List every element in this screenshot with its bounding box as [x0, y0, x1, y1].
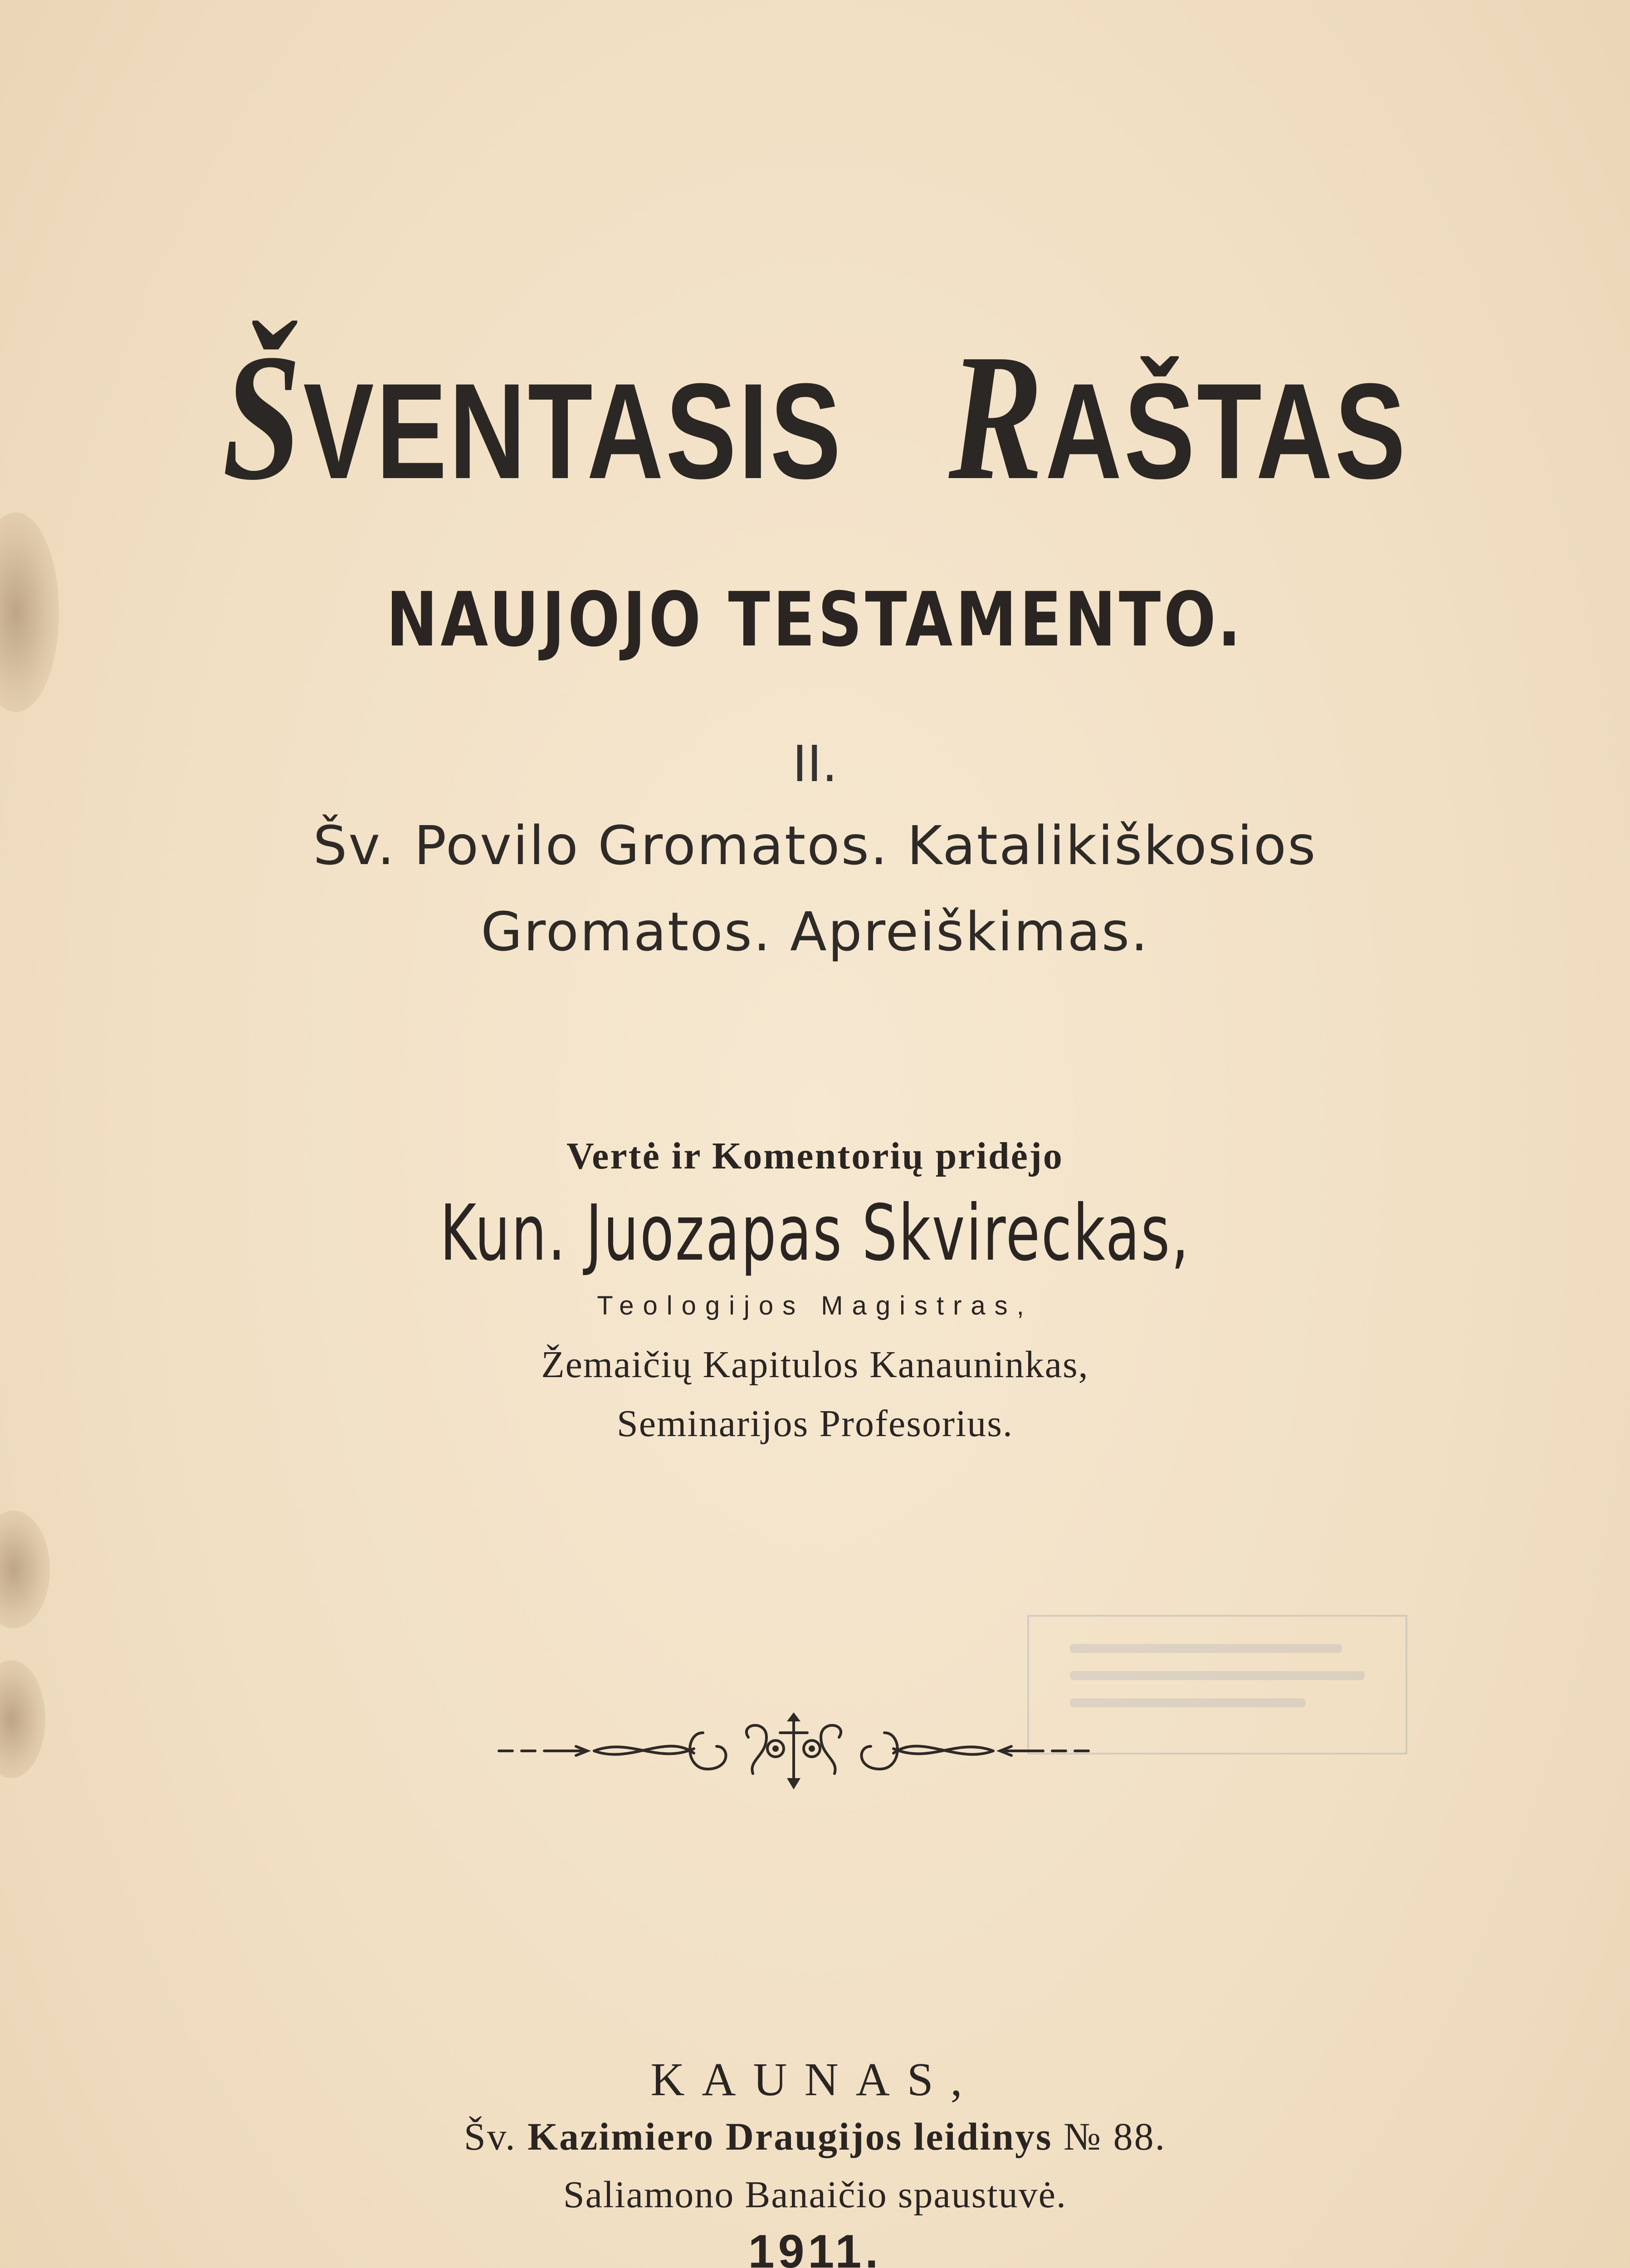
- volume-number: II.: [792, 735, 838, 793]
- contents-line-1: Šv. Povilo Gromatos. Katalikiškosios: [313, 814, 1317, 877]
- author-professor: Seminarijos Profesorius.: [617, 1403, 1013, 1445]
- subtitle: NAUJOJO TESTAMENTO.: [386, 576, 1244, 663]
- author-canon: Žemaičių Kapitulos Kanauninkas,: [541, 1344, 1089, 1386]
- contents-line-2: Gromatos. Apreiškimas.: [481, 900, 1149, 963]
- edge-stain: [0, 1510, 50, 1628]
- main-title: [179, 313, 1450, 522]
- author-name: Kun. Juozapas Skvireckas,: [440, 1188, 1190, 1278]
- publisher-name: Kazimiero Draugijos leidinys: [527, 2115, 1053, 2158]
- title-word-2: AŠTAS: [1045, 355, 1408, 507]
- title-initial-r: R: [948, 317, 1045, 518]
- edge-stain: [0, 513, 59, 712]
- edge-stain: [0, 1660, 45, 1778]
- publication-year: 1911.: [748, 2225, 882, 2268]
- title-word-1: VENTASIS: [303, 355, 843, 507]
- city: KAUNAS,: [650, 2053, 980, 2106]
- printer: Saliamono Banaičio spaustuvė.: [563, 2174, 1067, 2216]
- publication-number: № 88.: [1064, 2115, 1166, 2158]
- ornament-divider-icon: [494, 1706, 1093, 1796]
- author-degree: Teologijos Magistras,: [597, 1291, 1033, 1320]
- title-initial-s: Š: [222, 317, 303, 518]
- publisher-line: [0, 2114, 1630, 2159]
- publisher-prefix: Šv.: [464, 2115, 517, 2158]
- translator-intro: Vertė ir Komentorių pridėjo: [566, 1135, 1064, 1177]
